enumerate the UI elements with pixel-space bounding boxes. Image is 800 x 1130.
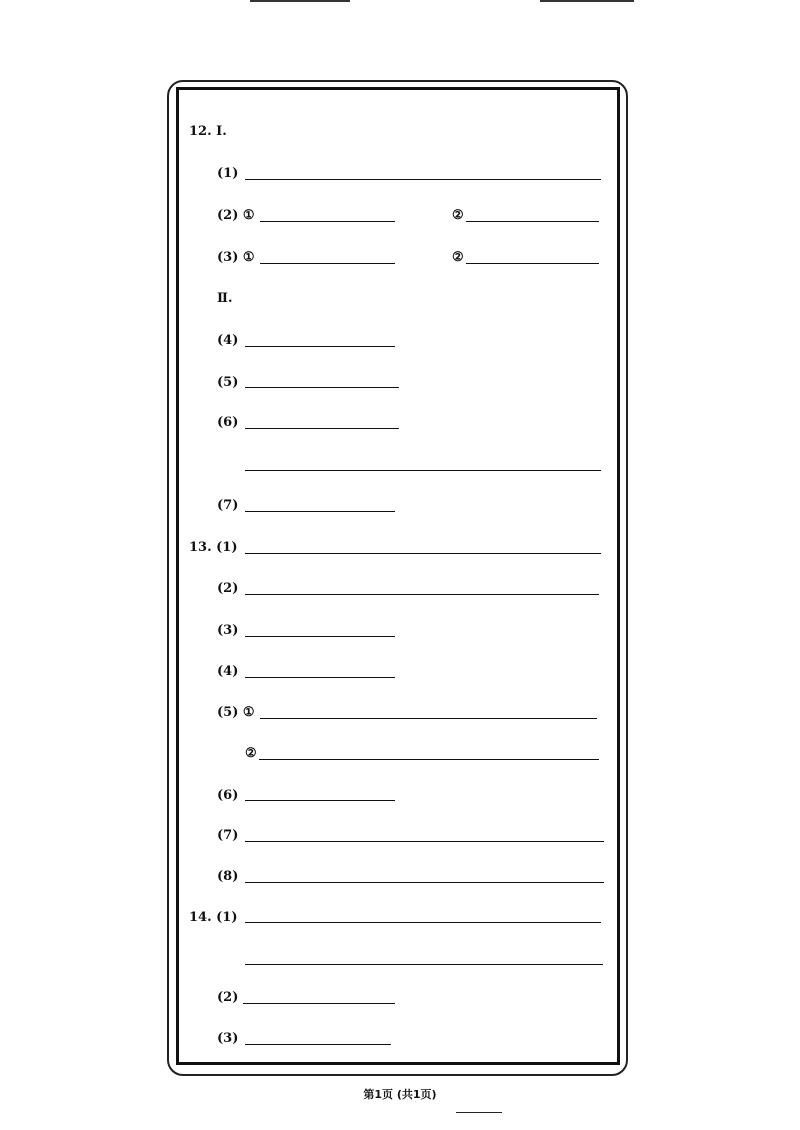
q12-part2-label: (2) ① (217, 208, 255, 223)
top-rule-right (540, 0, 634, 2)
q12-part7-label: (7) (217, 498, 239, 513)
q12-part4-label: (4) (217, 333, 239, 348)
q12-part6-blank-2[interactable] (245, 470, 601, 471)
q12-part1-label: (1) (217, 166, 239, 181)
q13-part8-label: (8) (217, 869, 239, 884)
q12-part3-label: (3) ① (217, 250, 255, 265)
q13-part2-blank[interactable] (245, 594, 599, 595)
q13-part7-blank[interactable] (245, 841, 604, 842)
page-footer: 第1页 (共1页) (363, 1088, 437, 1101)
q12-part6-blank-1[interactable] (245, 428, 399, 429)
q12-part4-blank[interactable] (245, 346, 395, 347)
q13-part1-label: 13. (1) (189, 540, 238, 555)
q12-part7-blank[interactable] (245, 511, 395, 512)
top-rule-left (250, 0, 350, 2)
q13-part5-label: (5) ① (217, 705, 255, 720)
q13-part8-blank[interactable] (245, 882, 604, 883)
q12-part3-label-b: ② (452, 250, 464, 265)
q13-part7-label: (7) (217, 828, 239, 843)
q13-part6-blank[interactable] (245, 800, 395, 801)
q12-part5-blank[interactable] (245, 387, 399, 388)
q13-part3-blank[interactable] (245, 636, 395, 637)
q14-part3-label: (3) (217, 1031, 239, 1046)
q12-section-2-heading: Ⅱ. (217, 291, 233, 306)
q12-part3-blank-2[interactable] (466, 263, 599, 264)
q13-part5-blank-1[interactable] (260, 718, 597, 719)
q12-part2-label-b: ② (452, 208, 464, 223)
q12-part5-label: (5) (217, 375, 239, 390)
q13-part4-label: (4) (217, 664, 239, 679)
q14-part2-label: (2) (217, 990, 239, 1005)
q12-heading: 12. Ⅰ. (189, 124, 227, 139)
q13-part3-label: (3) (217, 623, 239, 638)
bottom-rule (456, 1112, 502, 1113)
q12-part1-blank[interactable] (245, 179, 601, 180)
q12-part6-label: (6) (217, 415, 239, 430)
q13-part1-blank[interactable] (245, 553, 601, 554)
q14-part1-label: 14. (1) (189, 910, 238, 925)
q14-part1-blank-2[interactable] (245, 964, 603, 965)
q13-part6-label: (6) (217, 788, 239, 803)
q13-part2-label: (2) (217, 581, 239, 596)
q13-part5-label-b: ② (245, 746, 257, 761)
q14-part3-blank[interactable] (245, 1044, 391, 1045)
q14-part2-blank[interactable] (243, 1003, 395, 1004)
q12-part2-blank-2[interactable] (466, 221, 599, 222)
answer-frame-inner (176, 87, 620, 1065)
q13-part4-blank[interactable] (245, 677, 395, 678)
q14-part1-blank-1[interactable] (245, 922, 601, 923)
q12-part2-blank-1[interactable] (260, 221, 395, 222)
q12-part3-blank-1[interactable] (260, 263, 395, 264)
q13-part5-blank-2[interactable] (259, 759, 599, 760)
